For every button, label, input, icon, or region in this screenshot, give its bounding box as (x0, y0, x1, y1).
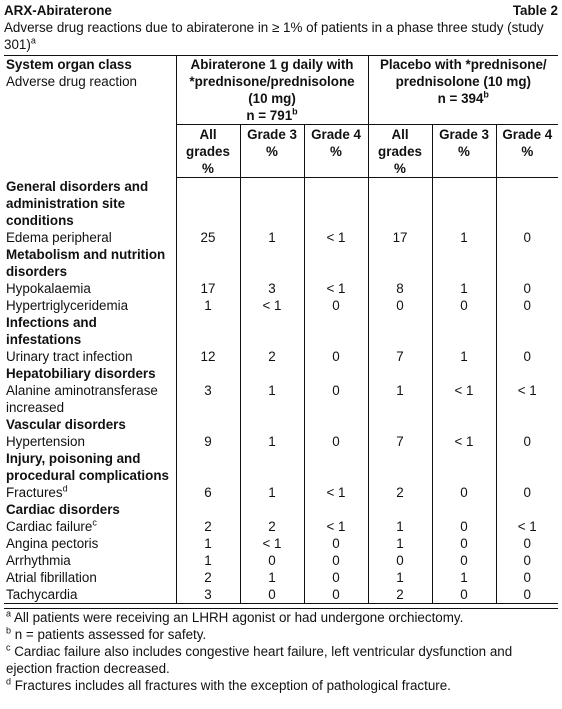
value-cell: 0 (523, 552, 531, 568)
subheader-unit: % (330, 144, 342, 159)
value-cell: 0 (304, 569, 368, 586)
category-label: Infections and infestations (4, 314, 176, 348)
category-label: Vascular disorders (4, 416, 176, 433)
footnote (4, 643, 558, 677)
reaction-name (4, 382, 176, 416)
table-row (4, 569, 558, 586)
reaction-name (4, 535, 176, 552)
group1-line3: (10 mg) (248, 91, 296, 106)
value-cell: 0 (432, 484, 496, 501)
value-cell: 2 (240, 518, 304, 535)
empty-cell (240, 314, 304, 348)
value-cell: 7 (368, 433, 432, 450)
empty-cell (240, 178, 304, 229)
value-cell: 1 (368, 569, 432, 586)
subheader-unit: % (458, 144, 470, 159)
table-row (4, 552, 558, 569)
empty-cell (304, 450, 368, 484)
footnote-mark: c (6, 642, 11, 653)
value-cell: 0 (240, 586, 304, 604)
footnote-text: All patients were receiving an LHRH agonist or had undergone orchiectomy. (11, 609, 464, 625)
category-row (4, 314, 558, 348)
group2-line2: prednisolone (10 mg) (395, 74, 531, 89)
value-cell: 0 (523, 280, 531, 296)
value-cell: < 1 (304, 280, 368, 297)
empty-cell (496, 416, 558, 433)
footnote-text: Fractures includes all fractures with the exception of pathological fracture. (11, 677, 451, 693)
subheader-label: Grade 3 (439, 127, 489, 142)
value-cell: 0 (432, 552, 496, 569)
group-header-placebo (368, 56, 558, 125)
value-cell: 0 (432, 586, 496, 604)
reaction-name-text: Angina pectoris (6, 535, 99, 551)
value-cell: < 1 (304, 229, 368, 246)
empty-cell (240, 450, 304, 484)
value-cell: 1 (176, 552, 240, 569)
empty-cell (176, 365, 240, 382)
footnote-text: Cardiac failure also includes congestive heart failure, left ventricular dysfunction and ejection fraction decreased. (6, 643, 513, 676)
empty-cell (496, 501, 558, 518)
empty-cell (240, 416, 304, 433)
value-cell: 0 (523, 569, 531, 585)
empty-cell (304, 178, 368, 229)
reaction-name-text: Alanine aminotransferase increased (6, 382, 158, 415)
value-cell: 0 (368, 297, 432, 314)
subheader-label: Grade 4 (311, 127, 361, 142)
value-cell: 3 (240, 280, 304, 297)
subheader-unit: % (394, 161, 406, 176)
empty-cell (304, 416, 368, 433)
empty-cell (432, 246, 496, 280)
column-header-line1: System organ class (6, 57, 132, 72)
value-cell: 0 (304, 586, 368, 604)
empty-cell (368, 450, 432, 484)
subheader-cell (496, 125, 558, 178)
reaction-name (4, 297, 176, 314)
reaction-name-text: Hypertension (6, 433, 85, 449)
empty-cell (240, 246, 304, 280)
empty-cell (304, 501, 368, 518)
caption-footnote-mark: a (30, 35, 36, 46)
reaction-name (4, 348, 176, 365)
value-cell: 0 (304, 552, 368, 569)
group2-n-text: n = 394 (437, 91, 484, 106)
value-cell: 9 (176, 433, 240, 450)
value-cell: 1 (240, 382, 304, 416)
table-row (4, 229, 558, 246)
empty-cell (240, 365, 304, 382)
footnote (4, 609, 558, 626)
value-cell: 1 (240, 229, 304, 246)
document-title: ARX-Abiraterone (4, 3, 112, 18)
empty-cell (496, 178, 558, 229)
table-row (4, 382, 558, 416)
value-cell: 0 (304, 348, 368, 365)
subheader-cell (432, 125, 496, 178)
column-header-system-organ-class (4, 56, 176, 178)
reaction-footnote-mark: c (92, 517, 97, 528)
value-cell: < 1 (517, 518, 537, 534)
subheader-cell (304, 125, 368, 178)
empty-cell (368, 365, 432, 382)
category-row (4, 365, 558, 382)
value-cell: 25 (176, 229, 240, 246)
category-label: Injury, poisoning and procedural complications (4, 450, 176, 484)
category-row (4, 416, 558, 433)
value-cell: 2 (176, 569, 240, 586)
value-cell: 0 (432, 518, 496, 535)
category-row (4, 246, 558, 280)
subheader-label: All grades (378, 127, 422, 159)
subheader-label: Grade 4 (502, 127, 553, 142)
reaction-name-text: Atrial fibrillation (6, 569, 97, 585)
empty-cell (496, 246, 558, 280)
value-cell: 0 (432, 535, 496, 552)
table-row (4, 297, 558, 314)
subheader-unit: % (202, 161, 214, 176)
caption-text: Adverse drug reactions due to abiraterone in ≥ 1% of patients in a phase three study (study 301) (4, 20, 544, 52)
group2-line1: Placebo with *prednisone/ (379, 57, 547, 72)
subheader-cell (176, 125, 240, 178)
group-header-abiraterone (176, 56, 368, 125)
reaction-name-text: Tachycardia (6, 586, 78, 602)
reaction-name (4, 586, 176, 604)
value-cell: 0 (523, 229, 531, 245)
empty-cell (432, 314, 496, 348)
value-cell: 8 (368, 280, 432, 297)
value-cell: 0 (304, 535, 368, 552)
reaction-name-text: Cardiac failure (6, 518, 93, 534)
table-row (4, 586, 558, 604)
subheader-label: Grade 3 (247, 127, 297, 142)
value-cell: 17 (176, 280, 240, 297)
value-cell: 1 (176, 535, 240, 552)
table-row (4, 433, 558, 450)
empty-cell (432, 365, 496, 382)
value-cell: 0 (523, 297, 531, 313)
value-cell: 1 (240, 433, 304, 450)
empty-cell (432, 416, 496, 433)
value-cell: 1 (432, 229, 496, 246)
value-cell: 0 (304, 382, 368, 416)
value-cell: < 1 (517, 382, 537, 398)
value-cell: 0 (368, 552, 432, 569)
value-cell: < 1 (240, 535, 304, 552)
value-cell: 12 (176, 348, 240, 365)
reaction-name (4, 280, 176, 297)
table-row (4, 535, 558, 552)
reaction-name (4, 433, 176, 450)
group1-n-text: n = 791 (246, 108, 293, 123)
footnote-mark: d (6, 676, 12, 687)
value-cell: 0 (523, 433, 531, 449)
group1-line1: Abiraterone 1 g daily with (190, 57, 354, 72)
value-cell: 1 (368, 518, 432, 535)
footnote (4, 626, 558, 643)
empty-cell (240, 501, 304, 518)
footnotes (4, 608, 558, 694)
empty-cell (176, 416, 240, 433)
value-cell: 1 (432, 280, 496, 297)
table-caption (4, 19, 558, 53)
empty-cell (432, 450, 496, 484)
value-cell: < 1 (240, 297, 304, 314)
value-cell: 0 (523, 348, 531, 364)
empty-cell (176, 501, 240, 518)
empty-cell (496, 365, 558, 382)
reaction-name-text: Arrhythmia (6, 552, 71, 568)
value-cell: 0 (240, 552, 304, 569)
category-label: Hepatobiliary disorders (4, 365, 176, 382)
value-cell: 1 (240, 569, 304, 586)
reaction-name (4, 569, 176, 586)
value-cell: 3 (176, 586, 240, 604)
empty-cell (432, 178, 496, 229)
empty-cell (304, 246, 368, 280)
empty-cell (432, 501, 496, 518)
empty-cell (496, 450, 558, 484)
reaction-name-text: Fractures (6, 484, 63, 500)
value-cell: 2 (176, 518, 240, 535)
subheader-cell (240, 125, 304, 178)
reaction-name-text: Urinary tract infection (6, 348, 133, 364)
value-cell: 1 (176, 297, 240, 314)
empty-cell (176, 314, 240, 348)
empty-cell (176, 246, 240, 280)
empty-cell (368, 416, 432, 433)
category-row (4, 501, 558, 518)
empty-cell (304, 365, 368, 382)
footnote (4, 677, 558, 694)
empty-cell (368, 314, 432, 348)
category-row (4, 450, 558, 484)
reaction-name (4, 552, 176, 569)
value-cell: 0 (432, 297, 496, 314)
table-row (4, 348, 558, 365)
category-label: Cardiac disorders (4, 501, 176, 518)
reaction-name-text: Hypertriglyceridemia (6, 297, 129, 313)
group1-line2: *prednisone/prednisolone (189, 74, 355, 89)
reaction-name (4, 518, 176, 535)
document-header (4, 2, 558, 19)
value-cell: 0 (304, 433, 368, 450)
value-cell: 0 (496, 586, 558, 604)
empty-cell (176, 178, 240, 229)
empty-cell (368, 178, 432, 229)
table-body (4, 178, 558, 604)
value-cell: 1 (432, 569, 496, 586)
empty-cell (496, 314, 558, 348)
group1-n-sup: b (292, 106, 298, 117)
value-cell: 6 (176, 484, 240, 501)
column-header-line2: Adverse drug reaction (6, 74, 138, 89)
empty-cell (368, 246, 432, 280)
value-cell: 1 (368, 535, 432, 552)
value-cell: 17 (368, 229, 432, 246)
reaction-name-text: Edema peripheral (6, 229, 112, 245)
value-cell: 0 (523, 484, 531, 500)
footnote-mark: b (6, 625, 12, 636)
empty-cell (368, 501, 432, 518)
table-row (4, 518, 558, 535)
value-cell: 1 (432, 348, 496, 365)
value-cell: 7 (368, 348, 432, 365)
value-cell: < 1 (304, 518, 368, 535)
table-label: Table 2 (512, 3, 558, 18)
value-cell: 0 (304, 297, 368, 314)
reaction-footnote-mark: d (62, 483, 68, 494)
value-cell: 2 (368, 484, 432, 501)
group1-n (177, 107, 368, 124)
category-row (4, 178, 558, 229)
footnote-text: n = patients assessed for safety. (11, 626, 207, 642)
table-row (4, 280, 558, 297)
value-cell: < 1 (432, 433, 496, 450)
empty-cell (176, 450, 240, 484)
subheader-label: All grades (186, 127, 230, 159)
table-row (4, 484, 558, 501)
value-cell: < 1 (304, 484, 368, 501)
reaction-name (4, 484, 176, 501)
value-cell: 0 (523, 535, 531, 551)
subheader-unit: % (521, 144, 534, 159)
empty-cell (304, 314, 368, 348)
reaction-name-text: Hypokalaemia (6, 280, 91, 296)
subheader-cell (368, 125, 432, 178)
adverse-reactions-table (4, 55, 558, 604)
group2-n (369, 90, 559, 107)
subheader-unit: % (266, 144, 278, 159)
footnote-mark: a (6, 608, 12, 619)
value-cell: 2 (240, 348, 304, 365)
value-cell: 1 (240, 484, 304, 501)
reaction-name (4, 229, 176, 246)
value-cell: 3 (176, 382, 240, 416)
group2-n-sup: b (483, 89, 489, 100)
value-cell: < 1 (432, 382, 496, 416)
value-cell: 1 (368, 382, 432, 416)
value-cell: 2 (368, 586, 432, 604)
category-label: General disorders and administration site conditions (4, 178, 176, 229)
category-label: Metabolism and nutrition disorders (4, 246, 176, 280)
